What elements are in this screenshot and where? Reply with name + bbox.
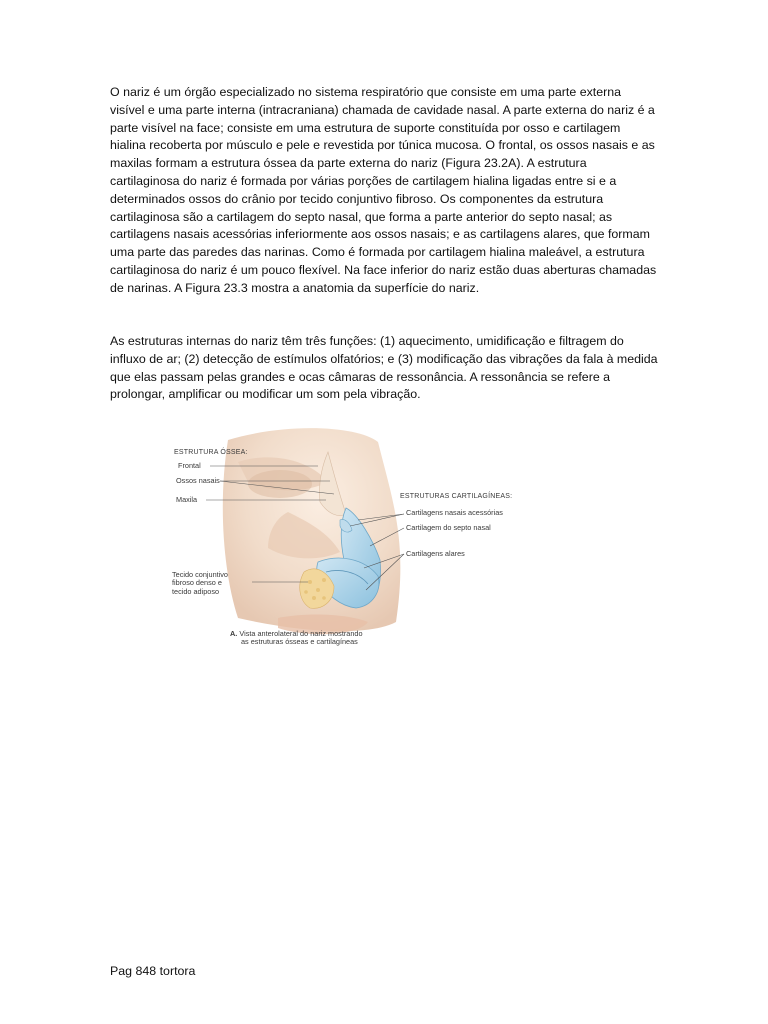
paragraph-nose-structure: O nariz é um órgão especializado no sistema respiratório que consiste em uma parte externa visível e uma parte interna (intracraniana) chamada de cavidade nasal. A parte externa do nariz é a parte visível na face; consiste em uma estrutura de suporte constituída por osso e cartilagem hialina recoberta por músculo e pele e revestida por túnica mucosa. O frontal, os ossos nasais e as maxilas formam a estrutura óssea da parte externa do nariz (Figura 23.2A). A estrutura cartilaginosa do nariz é formada por várias porções de cartilagem hialina ligadas entre si e a determinados ossos do crânio por tecido conjuntivo fibroso. Os componentes da estrutura cartilaginosa são a cartilagem do septo nasal, que forma a parte anterior do septo nasal; as cartilagens nasais acessórias inferiormente aos ossos nasais; e as cartilagens alares, que formam uma parte das paredes das narinas. Como é formada por cartilagem hialina maleável, a estrutura cartilaginosa do nariz é um pouco flexível. Na face inferior do nariz estão duas aberturas chamadas de narinas. A Figura 23.3 mostra a anatomia da superfície do nariz. xyxy=(110,85,657,295)
label-nasal-bones: Ossos nasais xyxy=(176,476,220,485)
label-septal-cartilage: Cartilagem do septo nasal xyxy=(406,523,491,532)
cartilage-structures-heading: ESTRUTURAS CARTILAGÍNEAS: xyxy=(400,493,513,500)
bone-structure-heading: ESTRUTURA ÓSSEA: xyxy=(174,449,248,456)
caption-line-2: as estruturas ósseas e cartilagíneas xyxy=(241,637,358,647)
label-accessory-nasal-cartilages: Cartilagens nasais acessórias xyxy=(406,508,503,517)
label-alar-cartilages: Cartilagens alares xyxy=(406,549,465,558)
tissue-label-line-2: fibroso denso e xyxy=(172,578,222,588)
tissue-label-line-3: tecido adiposo xyxy=(172,586,220,596)
tissue-label-line-1: Tecido conjuntivo xyxy=(172,570,228,579)
caption-line-1: Vista anterolateral do nariz mostrando xyxy=(239,629,363,638)
label-fibrous-tissue xyxy=(172,571,228,596)
paragraph-nose-functions: As estruturas internas do nariz têm três funções: (1) aquecimento, umidificação e filtragem do influxo de ar; (2) detecção de estímulos olfatórios; e (3) modificação das vibrações da fala à medida que elas passam pelas grandes e ocas câmaras de ressonância. A ressonância se refere a prolongar, amplificar ou modificar um som pela vibração. xyxy=(110,334,658,402)
figure-caption xyxy=(230,630,363,647)
nose-anatomy-figure xyxy=(168,422,538,654)
page-footer: Pag 848 tortora xyxy=(110,964,196,978)
caption-letter: A. xyxy=(230,629,238,638)
label-frontal: Frontal xyxy=(178,461,201,470)
label-maxilla: Maxila xyxy=(176,495,198,504)
